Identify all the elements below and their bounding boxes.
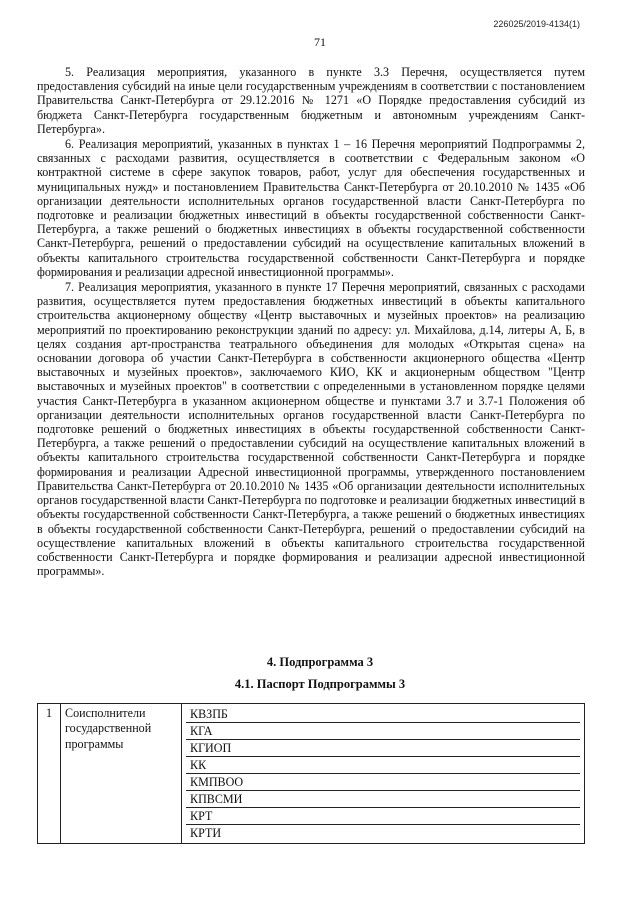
page-number: 71 [314, 35, 326, 49]
row-number: 1 [38, 704, 61, 844]
value-item: КК [186, 757, 580, 774]
paragraph-6: 6. Реализация мероприятий, указанных в пунктах 1 – 16 Перечня мероприятий Подпрограммы 2, связанных с расходами развития, осуществляется в соответствии с Федеральным законом «О контрактной системе в сфере закупок товаров, работ, услуг для обеспечения государственных и муниципальных нужд» и постановлением Правительства Санкт-Петербурга от 20.10.2010 № 1435 «Об организации деятельности исполнительных органов государственной власти Санкт-Петербурга по подготовке и реализации бюджетных инвестиций в объекты государственной собственности Санкт-Петербурга, а также решений о бюджетных инвестициях в объекты государственной собственности Санкт-Петербурга, решений о предоставлении субсидий на осуществление капитальных вложений в объекты капитального строительства государственной собственности Санкт-Петербурга и порядке формирования и реализации адресной инвестиционной программы». [37, 137, 585, 279]
row-values [182, 704, 585, 844]
section-heading: 4. Подпрограмма 3 [266, 655, 374, 669]
value-item: КМПВОО [186, 774, 580, 791]
document-id: 226025/2019-4134(1) [493, 19, 580, 29]
paragraph-5: 5. Реализация мероприятия, указанного в пункте 3.3 Перечня, осуществляется путем предоставления субсидий на иные цели государственным учреждениям в соответствии с постановлением Правительства Санкт-Петербурга от 29.12.2016 № 1271 «О Порядке предоставления субсидий из бюджета Санкт-Петербурга государственным бюджетным и автономным учреждениям Санкт-Петербурга». [37, 65, 585, 136]
body-text [37, 65, 585, 579]
value-item: КГИОП [186, 740, 580, 757]
value-item: КВЗПБ [186, 706, 580, 723]
passport-table [37, 703, 585, 844]
value-item: КРТ [186, 808, 580, 825]
row-label: Соисполнители государственной программы [61, 704, 182, 844]
paragraph-7: 7. Реализация мероприятия, указанного в пункте 17 Перечня мероприятий, связанных с расходами развития, осуществляется путем предоставления бюджетных инвестиций в объекты капитального строительства акционерному обществу «Центр выставочных и музейных проектов» на реализацию мероприятий по проектированию реконструкции зданий по адресу: ул. Михайлова, д.14, литеры А, Б, в целях создания арт-пространства театрального объединения для молодых «Открытая сцена» на основании договора об участии Санкт-Петербурга в собственности акционерного общества «Центр выставочных и музейных проектов», заключаемого КИО, КК и акционерным обществом "Центр выставочных и музейных проектов" в соответствии с определенными в установленном порядке целями участия Санкт-Петербурга в указанном акционерном обществе и пунктами 3.7 и 3.7-1 Положения об организации деятельности исполнительных органов государственной власти Санкт-Петербурга по подготовке решений о бюджетных инвестициях в объекты государственной собственности Санкт-Петербурга, а также решений о предоставлении субсидий на осуществление капитальных вложений в объекты капитального строительства государственной собственности Санкт-Петербурга и порядке формирования и реализации Адресной инвестиционной программы, утвержденного постановлением Правительства Санкт-Петербурга от 20.10.2010 № 1435 «Об организации деятельности исполнительных органов государственной власти Санкт-Петербурга по подготовке и реализации бюджетных инвестиций в объекты государственной собственности Санкт-Петербурга, а также решений о бюджетных инвестициях в объекты государственной собственности Санкт-Петербурга, решений о предоставлении субсидий на осуществление капитальных вложений в объекты капитального строительства государственной собственности Санкт-Петербурга и порядке формирования и реализации адресной инвестиционной программы». [37, 280, 585, 579]
value-item: КГА [186, 723, 580, 740]
table-row [38, 704, 585, 844]
subsection-heading: 4.1. Паспорт Подпрограммы 3 [234, 677, 406, 691]
value-item: КРТИ [190, 826, 222, 840]
value-item: КПВСМИ [186, 791, 580, 808]
